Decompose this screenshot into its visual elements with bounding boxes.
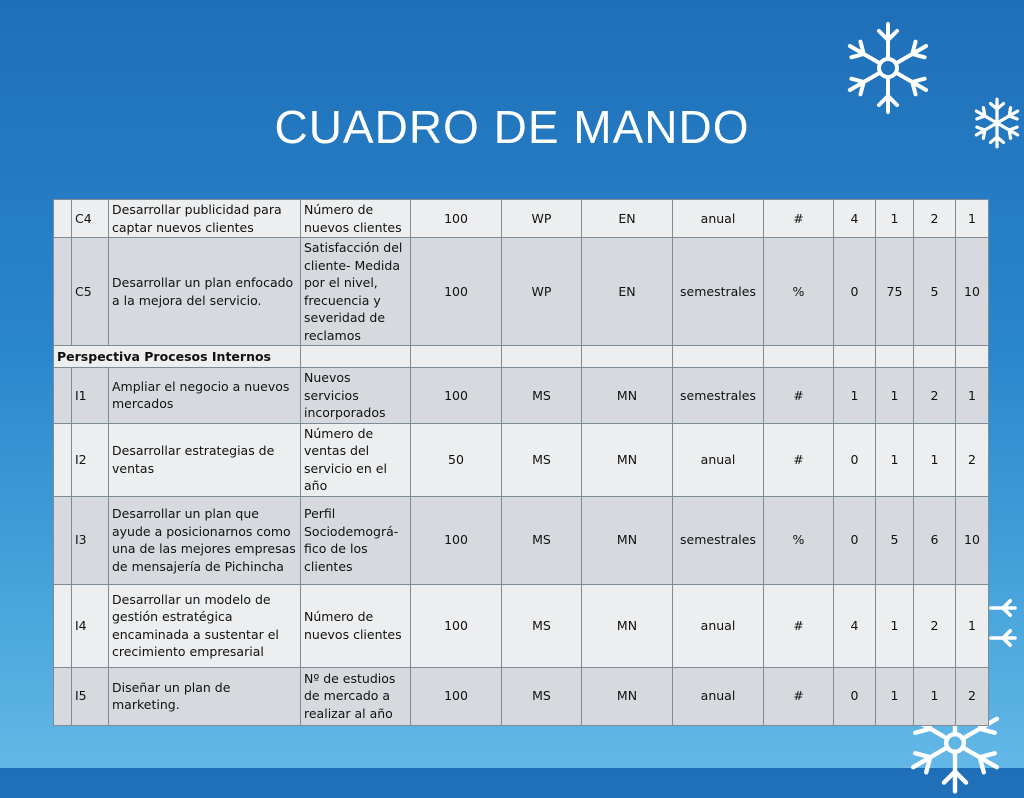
table-cell-responsible: MS	[502, 584, 582, 667]
table-row	[54, 496, 989, 584]
table-cell-blank	[54, 238, 72, 346]
table-cell-unit: #	[764, 584, 834, 667]
table-cell-responsible: MS	[502, 423, 582, 496]
table-cell-frequency: anual	[673, 667, 764, 725]
table-cell-value: 1	[956, 368, 989, 424]
table-cell-area: MN	[582, 584, 673, 667]
table-cell-blank	[54, 200, 72, 238]
table-cell-code: I2	[72, 423, 109, 496]
table-cell-responsible: MS	[502, 667, 582, 725]
table-cell-value: 4	[834, 200, 876, 238]
table-row	[54, 238, 989, 346]
table-cell-responsible: WP	[502, 238, 582, 346]
table-cell-value: 2	[914, 584, 956, 667]
table-cell-objective: Desarrollar un plan enfocado a la mejora del servicio.	[109, 238, 301, 346]
table-cell-value: 0	[834, 667, 876, 725]
table-cell-unit: %	[764, 238, 834, 346]
table-cell-value: 1	[914, 667, 956, 725]
table-row	[54, 584, 989, 667]
table-cell-value: 75	[876, 238, 914, 346]
table-cell-code: I3	[72, 496, 109, 584]
table-cell-area: EN	[582, 200, 673, 238]
table-cell-unit: #	[764, 423, 834, 496]
table-cell-unit: #	[764, 368, 834, 424]
table-cell-code: C5	[72, 238, 109, 346]
table-cell-responsible: MS	[502, 496, 582, 584]
table-cell-value: 5	[876, 496, 914, 584]
table-cell-code: I4	[72, 584, 109, 667]
table-cell-area: MN	[582, 667, 673, 725]
snowflake-icon	[985, 570, 1024, 670]
table-row	[54, 423, 989, 496]
table-cell-value: 1	[956, 584, 989, 667]
table-cell-frequency: anual	[673, 584, 764, 667]
table-cell-blank	[54, 496, 72, 584]
table-cell-target: 100	[411, 238, 502, 346]
slide-title: CUADRO DE MANDO	[274, 101, 750, 153]
table-cell-value: 1	[876, 667, 914, 725]
table-cell-blank	[54, 423, 72, 496]
table-cell-value: 0	[834, 238, 876, 346]
section-row	[54, 346, 989, 368]
table-cell-code: I5	[72, 667, 109, 725]
table-cell-indicator: Perfil Sociodemográ- fico de los clientes	[301, 496, 411, 584]
table-cell-code: I1	[72, 368, 109, 424]
table-cell-target: 50	[411, 423, 502, 496]
table-cell-value: 10	[956, 496, 989, 584]
table-cell-responsible: MS	[502, 368, 582, 424]
table-cell-target: 100	[411, 584, 502, 667]
table-cell-value: 2	[914, 368, 956, 424]
table-cell-target: 100	[411, 200, 502, 238]
table-cell-target: 100	[411, 496, 502, 584]
table-cell-frequency: anual	[673, 423, 764, 496]
table-cell-value: 10	[956, 238, 989, 346]
table-cell-value: 5	[914, 238, 956, 346]
table-cell-value: 4	[834, 584, 876, 667]
table-cell-value: 1	[956, 200, 989, 238]
table-cell-value: 0	[834, 496, 876, 584]
table-cell-indicator: Número de nuevos clientes	[301, 200, 411, 238]
table-cell-frequency: semestrales	[673, 496, 764, 584]
table-cell-indicator: Número de nuevos clientes	[301, 584, 411, 667]
table-cell-objective: Desarrollar publicidad para captar nuevos clientes	[109, 200, 301, 238]
table-cell-indicator: Nuevos servicios incorporados	[301, 368, 411, 424]
table-cell-frequency: semestrales	[673, 238, 764, 346]
table-cell-frequency: anual	[673, 200, 764, 238]
table-cell-value: 1	[876, 584, 914, 667]
table-cell-indicator: Satisfacción del cliente- Medida por el nivel, frecuencia y severidad de reclamos	[301, 238, 411, 346]
table-cell-objective: Desarrollar un plan que ayude a posicionarnos como una de las mejores empresas de mensajería de Pichincha	[109, 496, 301, 584]
table-row	[54, 200, 989, 238]
table-cell-objective: Diseñar un plan de marketing.	[109, 667, 301, 725]
table-cell-blank	[54, 584, 72, 667]
table-cell-unit: #	[764, 200, 834, 238]
table-cell-value: 1	[876, 368, 914, 424]
table-cell-value: 0	[834, 423, 876, 496]
table-cell-target: 100	[411, 667, 502, 725]
table-cell-responsible: WP	[502, 200, 582, 238]
table-cell-area: MN	[582, 423, 673, 496]
table-cell-target: 100	[411, 368, 502, 424]
table-cell-value: 2	[914, 200, 956, 238]
table-cell-value: 6	[914, 496, 956, 584]
table-cell-area: MN	[582, 496, 673, 584]
table-cell-value: 1	[876, 423, 914, 496]
table-cell-objective: Desarrollar un modelo de gestión estratégica encaminada a sustentar el crecimiento empresarial	[109, 584, 301, 667]
table-row	[54, 667, 989, 725]
table-cell-value: 2	[956, 667, 989, 725]
table-cell-indicator: Número de ventas del servicio en el año	[301, 423, 411, 496]
table-cell-value: 1	[914, 423, 956, 496]
table-cell-unit: #	[764, 667, 834, 725]
table-cell-value: 1	[834, 368, 876, 424]
table-cell-blank	[54, 368, 72, 424]
table-cell-objective: Ampliar el negocio a nuevos mercados	[109, 368, 301, 424]
table-cell-area: MN	[582, 368, 673, 424]
table-cell-objective: Desarrollar estrategias de ventas	[109, 423, 301, 496]
table-row	[54, 368, 989, 424]
section-label: Perspectiva Procesos Internos	[54, 346, 301, 368]
table-cell-code: C4	[72, 200, 109, 238]
table-cell-unit: %	[764, 496, 834, 584]
table-cell-area: EN	[582, 238, 673, 346]
table-cell-value: 2	[956, 423, 989, 496]
table-cell-indicator: Nº de estudios de mercado a realizar al año	[301, 667, 411, 725]
table-cell-frequency: semestrales	[673, 368, 764, 424]
table-cell-blank	[54, 667, 72, 725]
scorecard-table	[53, 199, 989, 726]
table-cell-value: 1	[876, 200, 914, 238]
